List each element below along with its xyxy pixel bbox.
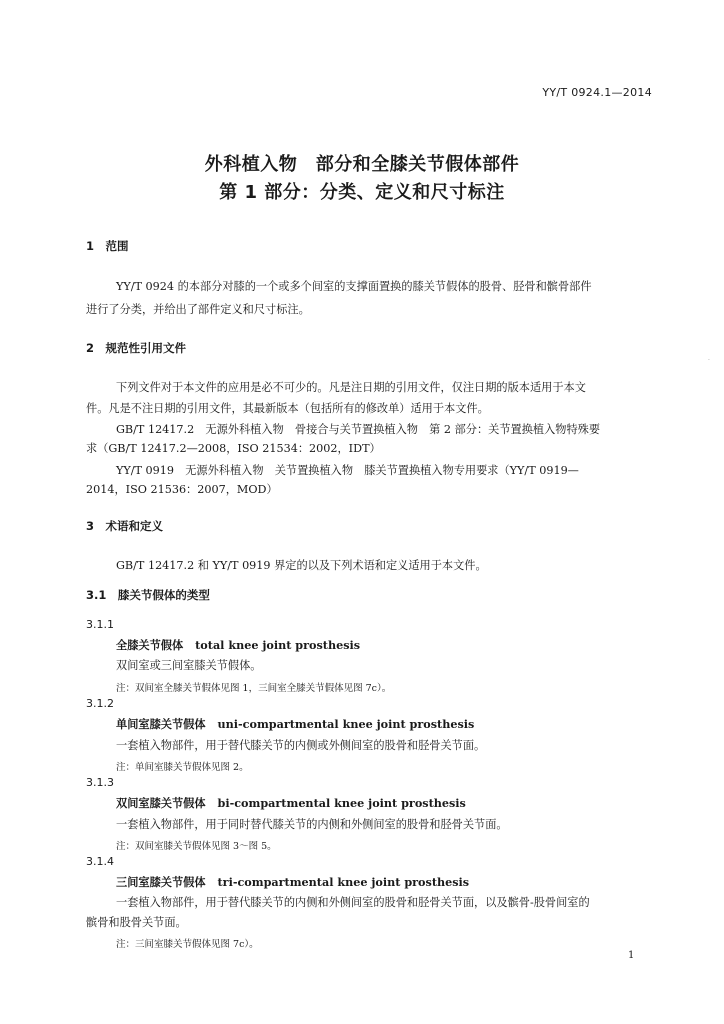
section-1-para-line-2: 进行了分类，并给出了部件定义和尺寸标注。 [86, 303, 310, 316]
term-entry [116, 795, 466, 811]
section-2-heading: 2 规范性引用文件 [86, 341, 187, 355]
reference-1-line-2: 求（GB/T 12417.2—2008，ISO 21534：2002，IDT） [86, 442, 381, 455]
section-2-para-line-1: 下列文件对于本文件的应用是必不可少的。凡是注日期的引用文件，仅注日期的版本适用于本文 [116, 381, 586, 394]
term-chinese: 双间室膝关节假体 [116, 797, 206, 810]
term-english: bi-compartmental knee joint prosthesis [217, 796, 466, 810]
clause-number: 3.1.3 [86, 776, 114, 789]
term-chinese: 全膝关节假体 [116, 639, 184, 652]
section-3-heading: 3 术语和定义 [86, 519, 164, 533]
term-definition: 一套植入物部件，用于同时替代膝关节的内侧和外侧间室的股骨和胫骨关节面。 [116, 818, 508, 831]
page-number: 1 [628, 950, 635, 961]
section-3-1-heading: 3.1 膝关节假体的类型 [86, 588, 210, 602]
title-line-1: 外科植入物 部分和全膝关节假体部件 [204, 154, 520, 175]
term-entry [116, 874, 469, 890]
clause-number: 3.1.4 [86, 855, 114, 868]
term-english: uni-compartmental knee joint prosthesis [217, 717, 475, 731]
section-1-heading: 1 范围 [86, 239, 129, 253]
standard-code: YY/T 0924.1—2014 [542, 86, 652, 99]
term-note: 注：双间室膝关节假体见图 3～图 5。 [116, 841, 277, 852]
term-entry [116, 716, 474, 732]
term-note: 注：三间室膝关节假体见图 7c）。 [116, 939, 259, 950]
section-1-para-line-1: YY/T 0924 的本部分对膝的一个或多个间室的支撑面置换的膝关节假体的股骨、胫骨和髌骨部件 [116, 280, 592, 293]
term-english: total knee joint prosthesis [195, 638, 361, 652]
term-definition-line-2: 髌骨和股骨关节面。 [86, 916, 187, 929]
clause-number: 3.1.1 [86, 618, 114, 631]
clause-number: 3.1.2 [86, 697, 114, 710]
term-note: 注：双间室全膝关节假体见图 1，三间室全膝关节假体见图 7c）。 [116, 683, 392, 694]
reference-2-line-1: YY/T 0919 无源外科植入物 关节置换植入物 膝关节置换植入物专用要求（YY/T 0919— [116, 464, 579, 477]
term-definition: 一套植入物部件，用于替代膝关节的内侧或外侧间室的股骨和胫骨关节面。 [116, 739, 486, 752]
term-entry [116, 637, 360, 653]
reference-2-line-2: 2014，ISO 21536：2007，MOD） [86, 483, 278, 496]
section-2-para-line-2: 件。凡是不注日期的引用文件，其最新版本（包括所有的修改单）适用于本文件。 [86, 402, 489, 415]
term-definition: 双间室或三间室膝关节假体。 [116, 659, 262, 672]
term-definition-line-1: 一套植入物部件，用于替代膝关节的内侧和外侧间室的股骨和胫骨关节面，以及髌骨-股骨间室的 [116, 896, 590, 909]
term-english: tri-compartmental knee joint prosthesis [217, 875, 470, 889]
title-line-2: 第 1 部分：分类、定义和尺寸标注 [219, 182, 505, 203]
section-3-intro: GB/T 12417.2 和 YY/T 0919 界定的以及下列术语和定义适用于本文件。 [116, 559, 487, 572]
term-note: 注：单间室膝关节假体见图 2。 [116, 762, 249, 773]
margin-mark: · [708, 357, 710, 364]
reference-1-line-1: GB/T 12417.2 无源外科植入物 骨接合与关节置换植入物 第 2 部分：关节置换植入物特殊要 [116, 423, 601, 436]
term-chinese: 三间室膝关节假体 [116, 876, 206, 889]
term-chinese: 单间室膝关节假体 [116, 718, 206, 731]
